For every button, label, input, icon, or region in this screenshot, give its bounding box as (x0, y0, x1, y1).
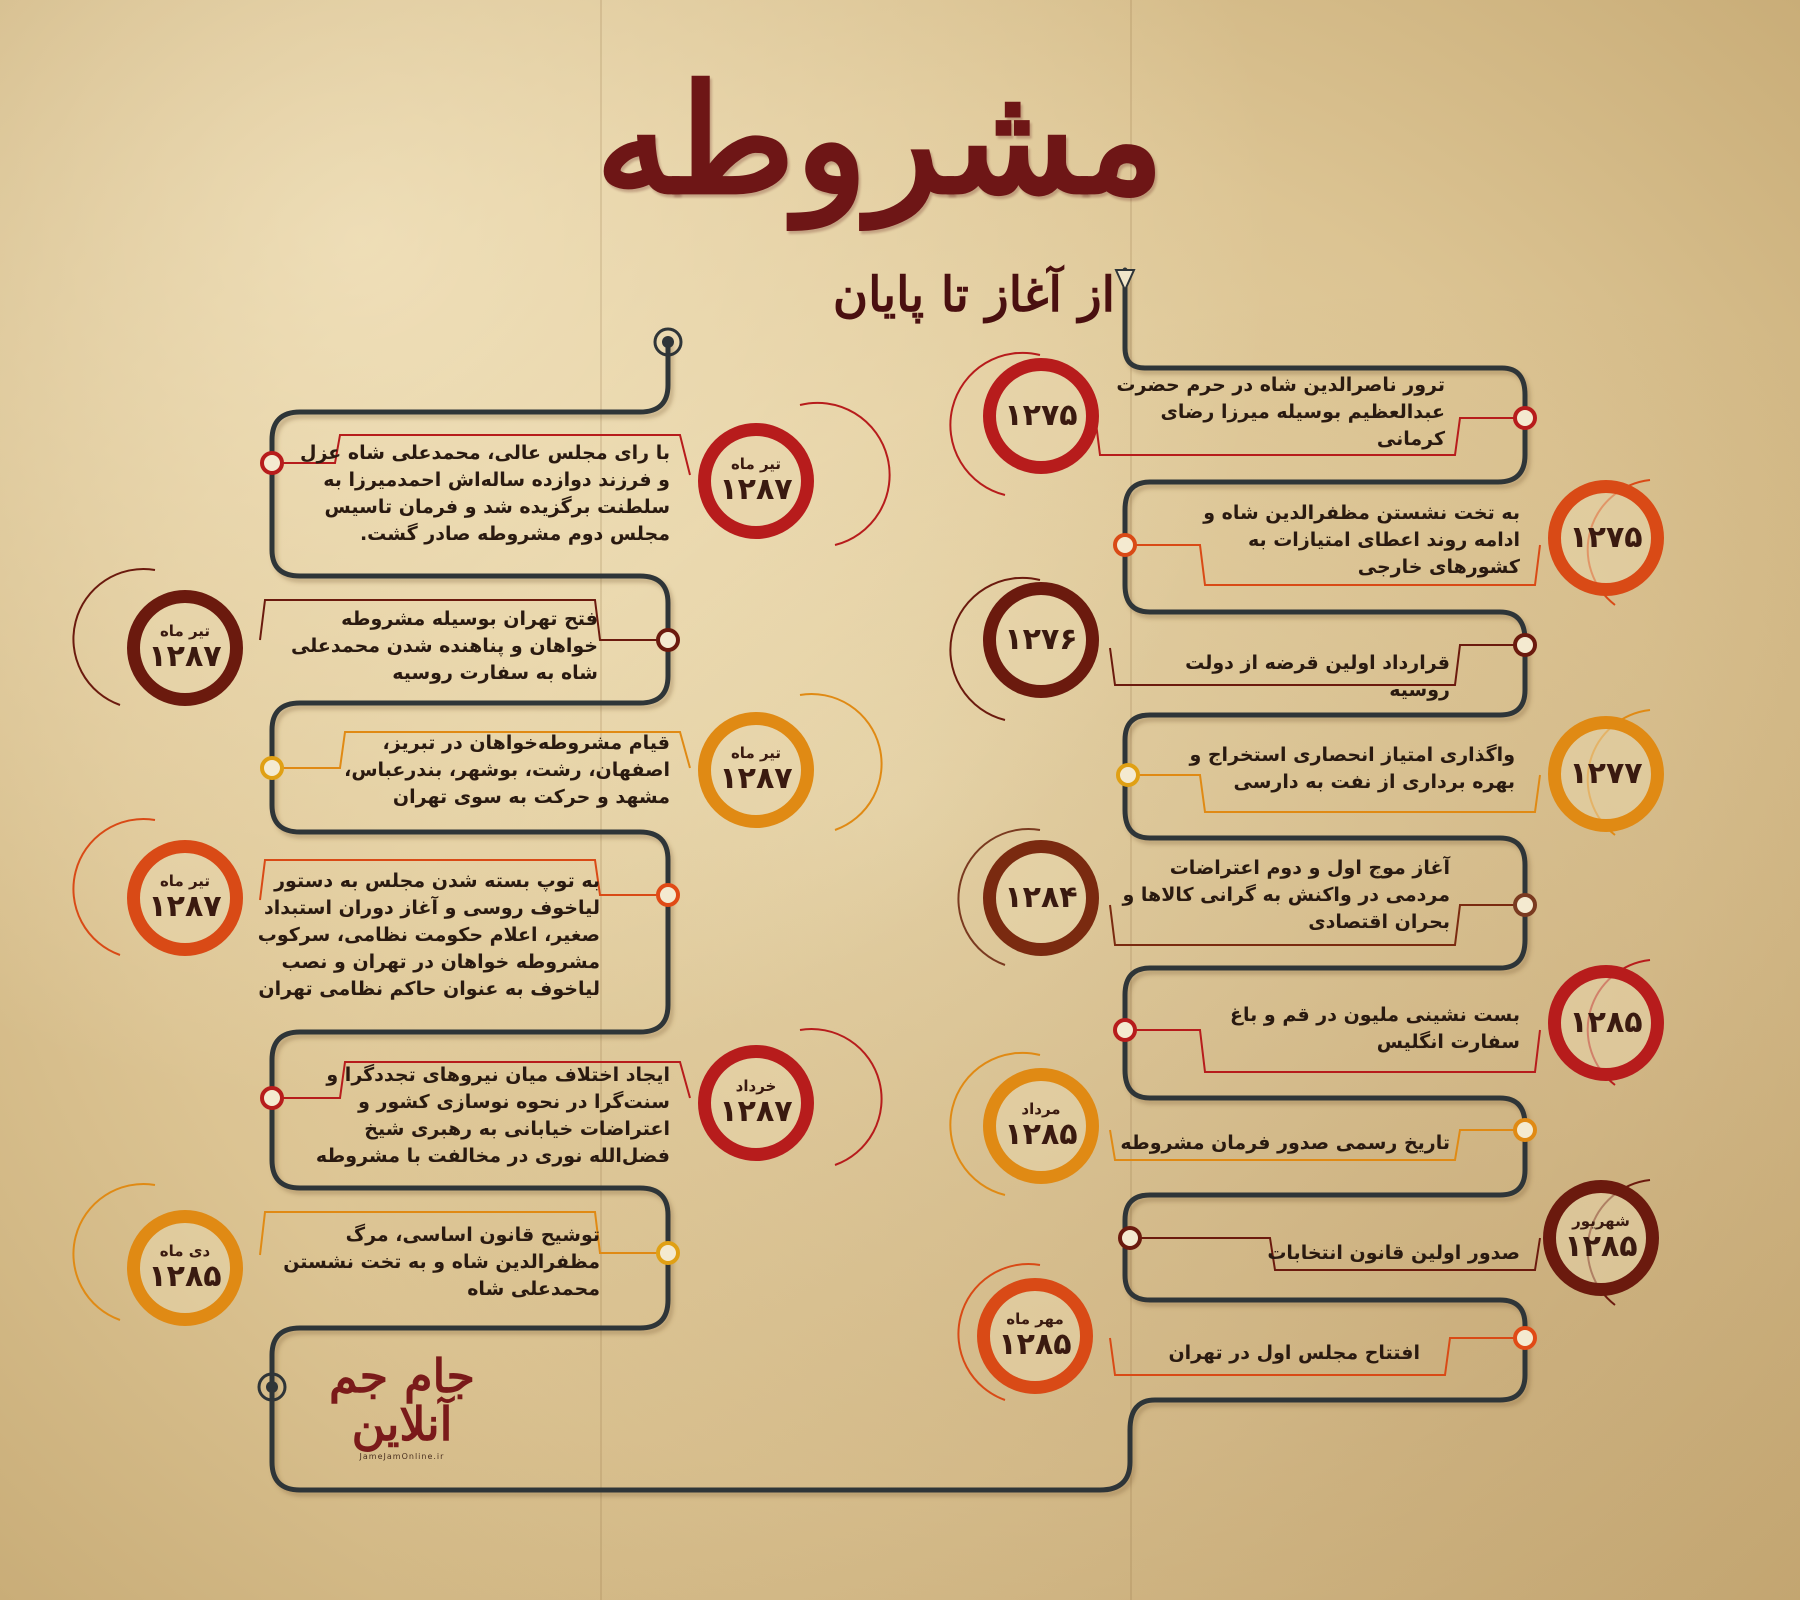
year-badge (1548, 480, 1664, 596)
event-text: با رای مجلس عالی، محمدعلی شاه عزل و فرزند دوازده ساله‌اش احمدمیرزا به سلطنت برگزیده شد و فرمان تاسیس مجلس دوم مشروطه صادر گشت. (299, 442, 670, 545)
year-badge (983, 840, 1099, 956)
year-badge (983, 358, 1099, 474)
badge-year: ۱۲۸۵ (1569, 1005, 1643, 1040)
badge-month: تیر ماه (159, 872, 211, 890)
badge-year: ۱۲۸۷ (719, 761, 793, 796)
badge-month: تیر ماه (159, 622, 211, 640)
badge-year: ۱۲۷۷ (1569, 756, 1643, 791)
timeline-node (1120, 1228, 1140, 1248)
event-text: ترور ناصرالدین شاه در حرم حضرت عبدالعظیم بوسیله میرزا رضای کرمانی (1116, 374, 1445, 450)
event-text: ایجاد اختلاف میان نیروهای تجددگرا و سنت‌گرا در نحوه نوسازی کشور و اعتراضات خیابانی به رهبری شیخ فضل‌الله نوری در مخالفت با مشروطه (315, 1064, 670, 1167)
badge-year: ۱۲۸۵ (148, 1259, 222, 1294)
timeline-node (262, 1088, 282, 1108)
timeline-node (658, 1243, 678, 1263)
year-badge (698, 712, 814, 828)
badge-month: مهر ماه (1006, 1310, 1064, 1328)
event-text: قیام مشروطه‌خواهان در تبریز، اصفهان، رشت، بوشهر، بندرعباس، مشهد و حرکت به سوی تهران (344, 732, 670, 808)
timeline-node (1515, 1328, 1535, 1348)
year-badge (977, 1278, 1093, 1394)
event-text: تاریخ رسمی صدور فرمان مشروطه (1120, 1132, 1450, 1154)
badge-month: تیر ماه (730, 455, 782, 473)
badge-year: ۱۲۸۷ (719, 1094, 793, 1129)
badge-year: ۱۲۸۵ (1564, 1229, 1638, 1264)
badge-year: ۱۲۸۴ (1004, 880, 1078, 915)
jamejam-logo (312, 1349, 492, 1462)
year-badge (983, 1068, 1099, 1184)
badge-year: ۱۲۸۷ (719, 472, 793, 507)
year-badge (698, 423, 814, 539)
badge-year: ۱۲۷۵ (1004, 398, 1078, 433)
event-text: صدور اولین قانون انتخابات (1267, 1242, 1520, 1264)
event-text: فتح تهران بوسیله مشروطه خواهان و پناهنده شدن محمدعلی شاه به سفارت روسیه (290, 608, 598, 684)
timeline-node (1115, 535, 1135, 555)
year-badge (1548, 965, 1664, 1081)
badge-month: مرداد (1021, 1100, 1061, 1118)
timeline-node (1515, 408, 1535, 428)
logo-url: JameJamOnline.ir (359, 1452, 445, 1461)
timeline-node (262, 758, 282, 778)
track-start-marker (1116, 270, 1134, 290)
year-badge (983, 582, 1099, 698)
timeline-node (262, 453, 282, 473)
badge-year: ۱۲۸۷ (148, 889, 222, 924)
timeline-node (1115, 1020, 1135, 1040)
year-badge (127, 590, 243, 706)
timeline-node (1118, 765, 1138, 785)
event-text: افتتاح مجلس اول در تهران (1168, 1342, 1420, 1364)
timeline-node (1515, 895, 1535, 915)
year-badge (127, 840, 243, 956)
badge-month: دی ماه (159, 1242, 211, 1260)
badge-year: ۱۲۸۵ (998, 1327, 1072, 1362)
event-text: به تخت نشستن مظفرالدین شاه و ادامه روند اعطای امتیازات به کشورهای خارجی (1203, 502, 1520, 578)
timeline-node (1515, 1120, 1535, 1140)
event-text: واگذاری امتیاز انحصاری استخراج و بهره برداری از نفت به دارسی (1189, 744, 1515, 793)
timeline-node (658, 885, 678, 905)
badge-year: ۱۲۸۵ (1004, 1117, 1078, 1152)
event-text: بست نشینی ملیون در قم و باغ سفارت انگلیس (1230, 1004, 1520, 1053)
logo-line2: آنلاین (351, 1397, 453, 1451)
event-text: آغاز موج اول و دوم اعتراضات مردمی در واکنش به گرانی کالاها و بحران اقتصادی (1122, 857, 1450, 933)
badge-year: ۱۲۷۶ (1004, 622, 1078, 657)
timeline-node (1515, 635, 1535, 655)
event-text: قرارداد اولین قرضه از دولت روسیه (1185, 652, 1450, 701)
badge-month: خرداد (735, 1077, 777, 1095)
year-badge (1543, 1180, 1659, 1296)
year-badge (127, 1210, 243, 1326)
page-subtitle: از آغاز تا پایان (832, 267, 1115, 323)
timeline-node (658, 630, 678, 650)
event-text: به توپ بسته شدن مجلس به دستور لیاخوف روسی و آغاز دوران استبداد صغیر، اعلام حکومت نظامی، سرکوب مشروطه خواهان در تهران و نصب لیاخوف به عنوان حاکم نظامی تهران (257, 870, 600, 1000)
badge-year: ۱۲۸۷ (148, 639, 222, 674)
badge-month: تیر ماه (730, 744, 782, 762)
year-badge (698, 1045, 814, 1161)
logo-line1: جام جم (329, 1349, 475, 1403)
page-title: مشروطه (595, 52, 1165, 228)
badge-year: ۱۲۷۵ (1569, 520, 1643, 555)
year-badge (1548, 716, 1664, 832)
event-text: توشیح قانون اساسی، مرگ مظفرالدین شاه و به تخت نشستن محمدعلی شاه (283, 1224, 600, 1300)
badge-month: شهریور (1572, 1212, 1630, 1230)
